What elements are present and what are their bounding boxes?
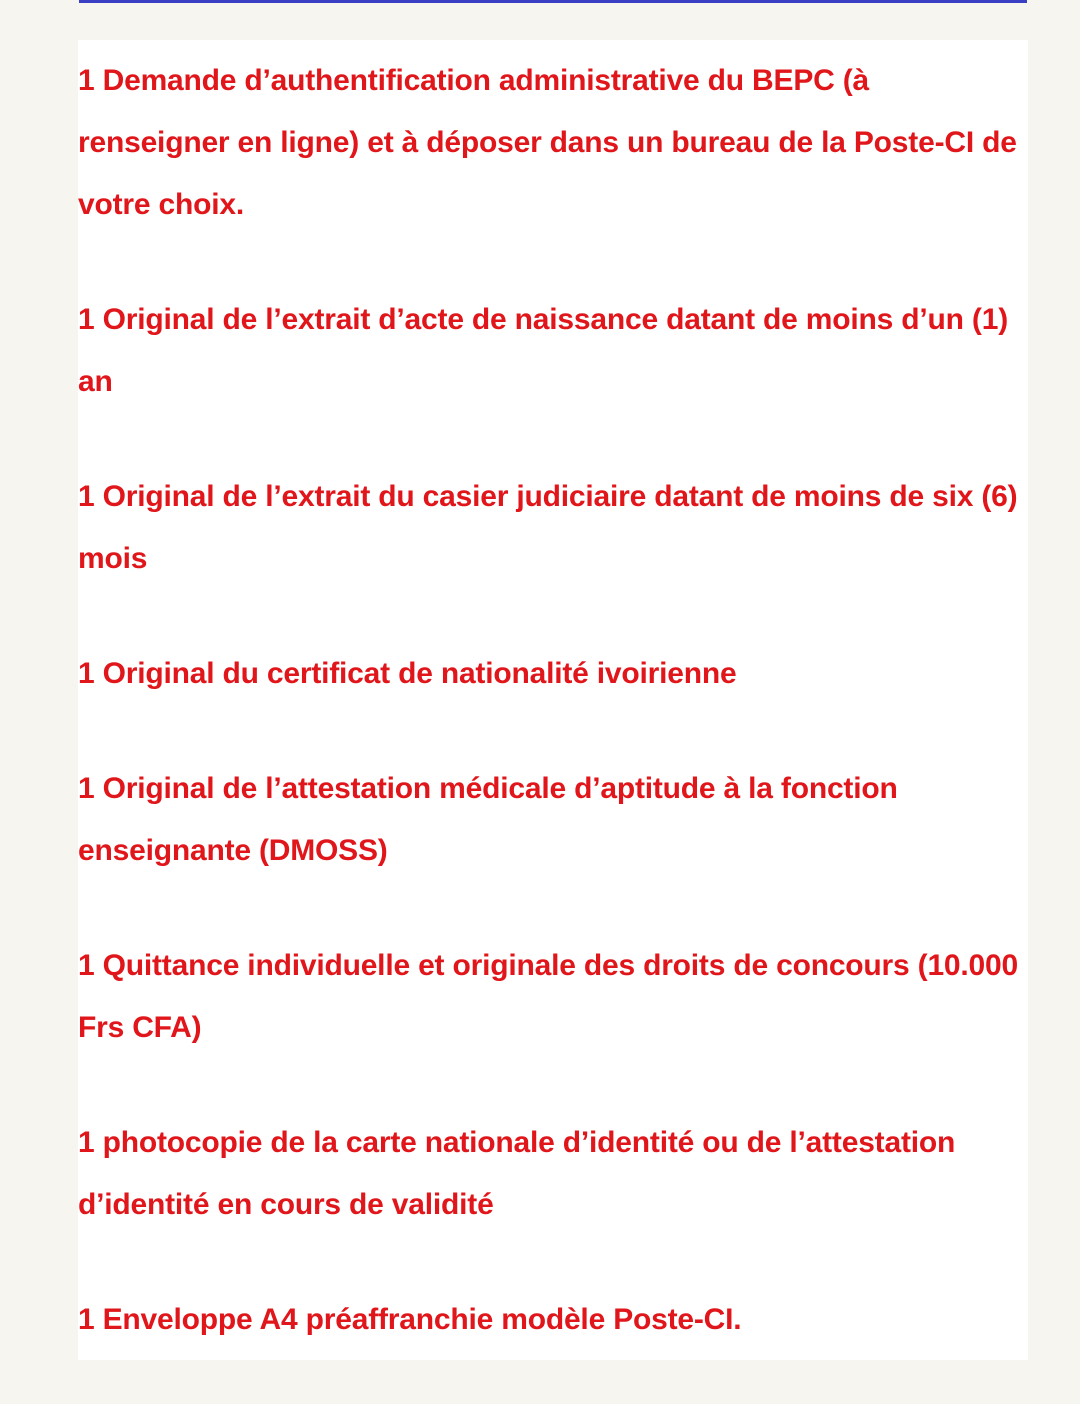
requirement-fee-receipt: 1 Quittance individuelle et originale des droits de concours (10.000 Frs CFA) — [78, 949, 1018, 1044]
requirement-criminal-record: 1 Original de l’extrait du casier judiciaire datant de moins de six (6) mois — [78, 480, 1018, 575]
requirement-birth-certificate: 1 Original de l’extrait d’acte de naissance datant de moins d’un (1) an — [78, 303, 1008, 398]
requirement-bepc-authentication: 1 Demande d’authentification administrative du BEPC (à renseigner en ligne) et à déposer dans un bureau de la Poste-CI de votre choix. — [78, 64, 1017, 221]
requirement-nationality-certificate: 1 Original du certificat de nationalité ivoirienne — [78, 657, 737, 690]
requirements-list — [78, 50, 1023, 1404]
requirement-id-photocopy: 1 photocopie de la carte nationale d’identité ou de l’attestation d’identité en cours de validité — [78, 1126, 956, 1221]
requirement-envelope: 1 Enveloppe A4 préaffranchie modèle Poste-CI. — [78, 1303, 742, 1336]
top-divider — [79, 0, 1027, 3]
requirements-panel — [78, 40, 1028, 1360]
requirement-medical-certificate: 1 Original de l’attestation médicale d’aptitude à la fonction enseignante (DMOSS) — [78, 772, 898, 867]
